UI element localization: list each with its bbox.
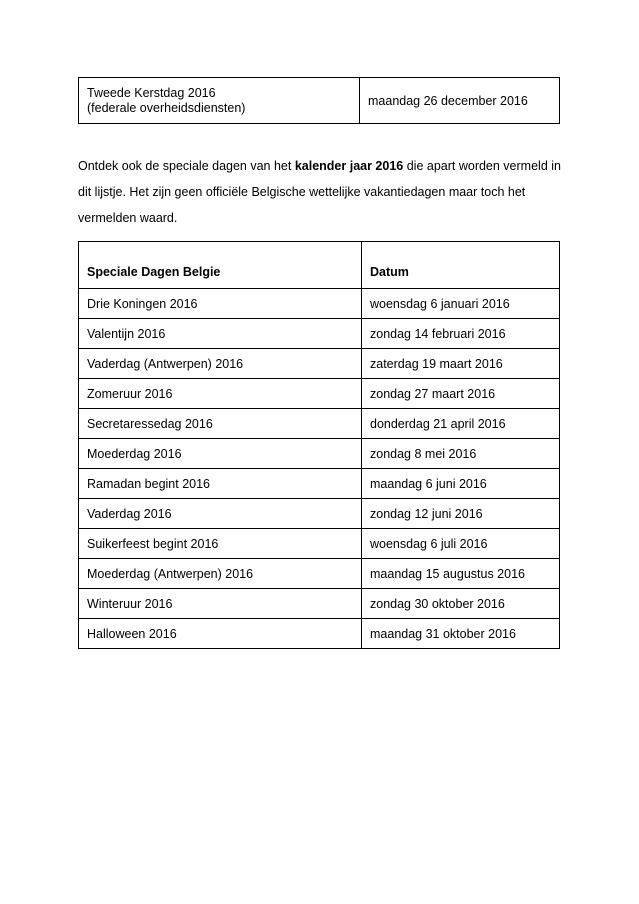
holiday-name: Tweede Kerstdag 2016 [87,85,216,100]
day-name: Halloween 2016 [79,619,362,649]
holiday-date-cell: maandag 26 december 2016 [360,78,560,124]
intro-bold-text: kalender jaar 2016 [294,159,404,173]
table-row [79,589,560,619]
holiday-name-cell [79,78,360,124]
table-row [79,469,560,499]
day-date: maandag 15 augustus 2016 [362,559,560,589]
day-name: Vaderdag 2016 [79,499,362,529]
intro-paragraph [78,153,568,231]
day-name: Valentijn 2016 [79,319,362,349]
table-row [79,319,560,349]
day-date: woensdag 6 januari 2016 [362,289,560,319]
table-row [79,379,560,409]
day-name: Winteruur 2016 [79,589,362,619]
day-name: Vaderdag (Antwerpen) 2016 [79,349,362,379]
day-name: Ramadan begint 2016 [79,469,362,499]
table-row [79,559,560,589]
intro-text-end: die apart worden vermeld in dit lijstje. Het zijn geen officiële Belgische wettelijke vakantiedagen maar toch het vermelden waard. [78,159,561,225]
table-row [79,499,560,529]
holiday-note: (federale overheidsdiensten) [87,100,246,115]
day-name: Suikerfeest begint 2016 [79,529,362,559]
day-date: donderdag 21 april 2016 [362,409,560,439]
table-row [79,289,560,319]
table-row [79,409,560,439]
day-date: maandag 31 oktober 2016 [362,619,560,649]
intro-text-start: Ontdek ook de speciale dagen van het [78,159,295,173]
day-date: woensdag 6 juli 2016 [362,529,560,559]
day-date: zondag 8 mei 2016 [362,439,560,469]
day-name: Moederdag 2016 [79,439,362,469]
table-row [79,619,560,649]
day-date: maandag 6 juni 2016 [362,469,560,499]
table-row [79,78,560,124]
table-row [79,529,560,559]
day-date: zondag 14 februari 2016 [362,319,560,349]
header-special-days: Speciale Dagen Belgie [79,242,362,289]
header-date: Datum [362,242,560,289]
day-date: zondag 27 maart 2016 [362,379,560,409]
day-date: zondag 30 oktober 2016 [362,589,560,619]
day-name: Moederdag (Antwerpen) 2016 [79,559,362,589]
holiday-table-continued [78,77,560,124]
day-name: Zomeruur 2016 [79,379,362,409]
day-date: zaterdag 19 maart 2016 [362,349,560,379]
day-name: Drie Koningen 2016 [79,289,362,319]
day-date: zondag 12 juni 2016 [362,499,560,529]
day-name: Secretaressedag 2016 [79,409,362,439]
table-row [79,349,560,379]
table-row [79,439,560,469]
special-days-table [78,241,560,649]
table-header-row [79,242,560,289]
